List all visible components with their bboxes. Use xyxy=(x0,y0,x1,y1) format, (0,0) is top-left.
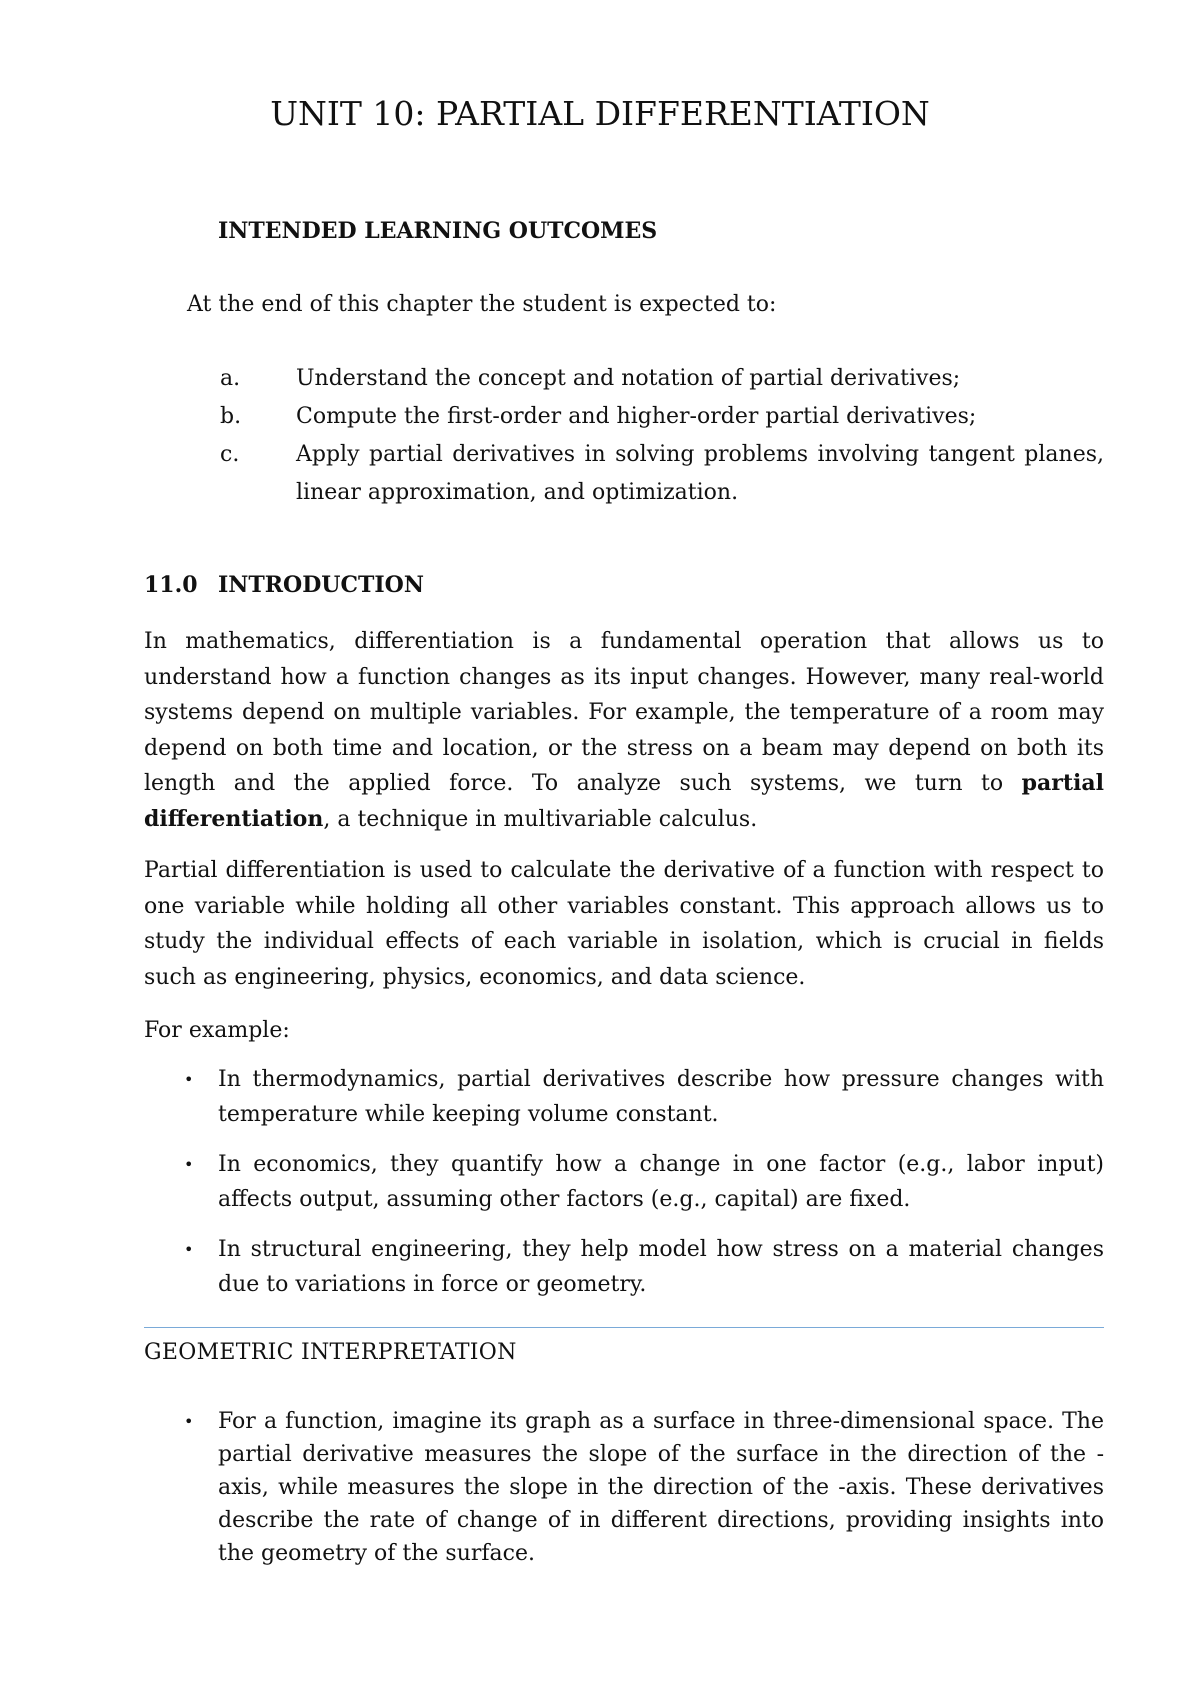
examples-list xyxy=(144,1062,1104,1317)
unit-title: UNIT 10: PARTIAL DIFFERENTIATION xyxy=(270,94,930,133)
outcome-item xyxy=(220,436,1104,512)
learning-outcomes-intro: At the end of this chapter the student is expected to: xyxy=(187,292,777,317)
list-item xyxy=(144,1147,1104,1217)
list-item-text: In structural engineering, they help model how stress on a material changes due to variations in force or geometry. xyxy=(218,1237,1104,1297)
outcome-text: Understand the concept and notation of partial derivatives; xyxy=(296,366,961,391)
section-title: INTRODUCTION xyxy=(218,572,424,598)
geometric-list xyxy=(144,1405,1104,1585)
paragraph-text: , a technique in multivariable calculus. xyxy=(323,806,758,832)
bullet-icon: • xyxy=(184,1412,194,1431)
outcome-item xyxy=(220,398,1104,436)
bullet-icon: • xyxy=(184,1240,194,1259)
paragraph-text: In mathematics, differentiation is a fundamental operation that allows us to understand how a function changes as its input changes. However, many real-world systems depend on multiple variables. For example, the temperature of a room may depend on both time and location, or the stress on a beam may depend on both its length and the applied force. To analyze such systems, we turn to xyxy=(144,629,1104,796)
outcome-letter: c. xyxy=(220,442,240,467)
bullet-icon: • xyxy=(184,1155,194,1174)
list-item xyxy=(144,1405,1104,1570)
list-item-text: For a function, imagine its graph as a surface in three-dimensional space. The partial derivative measures the slope of the surface in the direction of the -axis, while measures the slope in the direction of the -axis. These derivatives describe the rate of change of in different directions, providing insights into the geometry of the surface. xyxy=(218,1409,1104,1566)
outcome-text: Apply partial derivatives in solving problems involving tangent planes, linear approximation, and optimization. xyxy=(296,442,1104,505)
learning-outcomes-heading: INTENDED LEARNING OUTCOMES xyxy=(218,218,658,244)
geometric-interpretation-heading: GEOMETRIC INTERPRETATION xyxy=(144,1340,517,1365)
list-item xyxy=(144,1062,1104,1132)
outcome-letter: a. xyxy=(220,366,241,391)
learning-outcomes-list xyxy=(220,360,1104,512)
introduction-paragraph-2: Partial differentiation is used to calculate the derivative of a function with respect to one variable while holding all other variables constant. This approach allows us to study the individual effects of each variable in isolation, which is crucial in fields such as engineering, physics, economics, and data science. xyxy=(144,858,1104,990)
examples-lead-in: For example: xyxy=(144,1018,290,1043)
introduction-paragraph-1 xyxy=(144,624,1104,837)
list-item-text: In economics, they quantify how a change in one factor (e.g., labor input) affects output, assuming other factors (e.g., capital) are fixed. xyxy=(218,1152,1104,1212)
bullet-icon: • xyxy=(184,1070,194,1089)
introduction-heading xyxy=(144,572,424,598)
section-number: 11.0 xyxy=(144,572,198,598)
outcome-letter: b. xyxy=(220,404,242,429)
outcome-item xyxy=(220,360,1104,398)
section-divider xyxy=(144,1327,1104,1328)
list-item-text: In thermodynamics, partial derivatives describe how pressure changes with temperature while keeping volume constant. xyxy=(218,1067,1104,1127)
key-term: partial differentiation xyxy=(144,770,1104,832)
outcome-text: Compute the first-order and higher-order partial derivatives; xyxy=(296,404,977,429)
list-item xyxy=(144,1232,1104,1302)
